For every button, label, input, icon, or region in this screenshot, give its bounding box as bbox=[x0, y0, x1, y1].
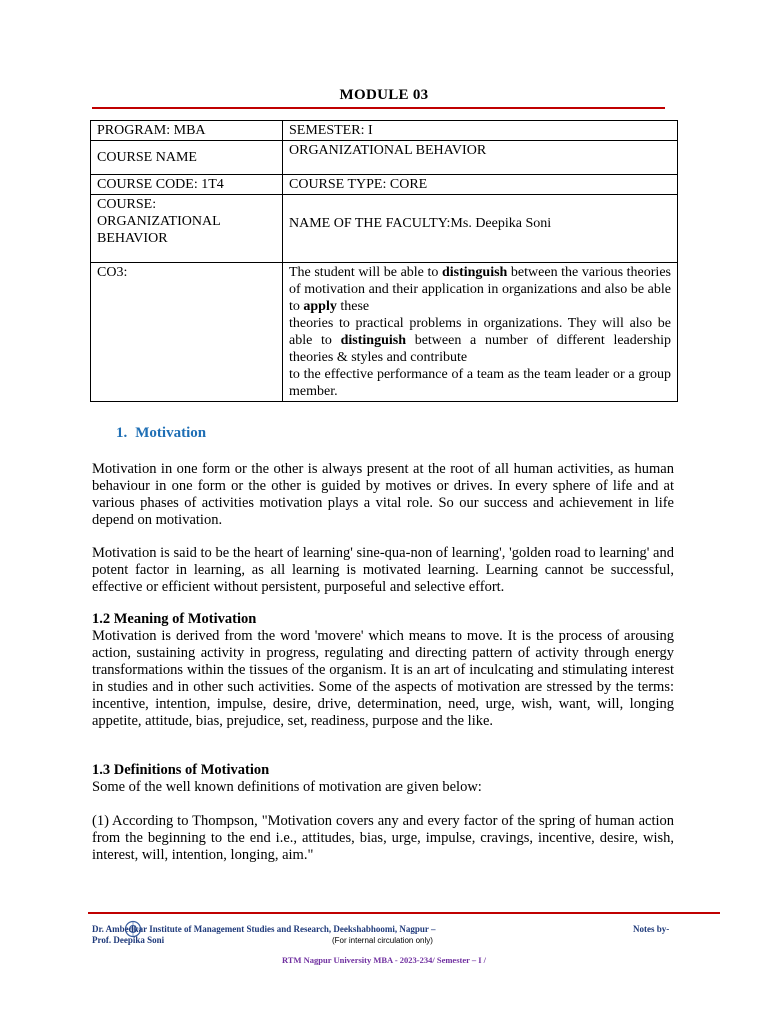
footer-author-line: Prof. Deepika Soni bbox=[92, 935, 165, 945]
paragraph-thompson: (1) According to Thompson, "Motivation covers any and every factor of the spring of human action from the beginning to the end i.e., attitudes, bias, urge, impulse, cravings, incentive, desire, wish, interest, will, intention, longing, aim." bbox=[92, 813, 674, 863]
footer-institute-line: Dr. Ambedkar Institute of Management Studies and Research, Deekshabhoomi, Nagpur – bbox=[92, 924, 436, 934]
footer-university: RTM Nagpur University MBA - 2023-234/ Semester – I / bbox=[281, 955, 487, 965]
co-text: to the effective performance of a team as the team leader or a group member. bbox=[289, 367, 671, 399]
subheading-meaning: 1.2 Meaning of Motivation bbox=[92, 611, 257, 627]
co-text: The student will be able to bbox=[289, 265, 442, 280]
footer-notes-by: Notes by- bbox=[633, 924, 670, 934]
paragraph-definitions-intro: Some of the well known definitions of motivation are given below: bbox=[92, 779, 482, 795]
course-code-cell: COURSE CODE: 1T4 bbox=[91, 175, 283, 195]
paragraph-intro: Motivation in one form or the other is always present at the root of all human activities, as human behaviour in one form or the other is guided by motives or drives. In every sphere of life and at various phases of activities motivation plays a vital role. So our success and achievement in life depend on motivation. bbox=[92, 461, 674, 528]
faculty-cell bbox=[283, 195, 678, 263]
table-row bbox=[91, 175, 678, 195]
top-divider bbox=[92, 107, 665, 109]
section-title: Motivation bbox=[135, 425, 207, 441]
course-line: BEHAVIOR bbox=[97, 231, 168, 246]
course-type-cell: COURSE TYPE: CORE bbox=[283, 175, 678, 195]
course-cell bbox=[91, 195, 283, 263]
course-name-label-cell: COURSE NAME bbox=[91, 141, 283, 175]
semester-cell: SEMESTER: I bbox=[283, 121, 678, 141]
course-info-table bbox=[90, 120, 678, 402]
program-cell: PROGRAM: MBA bbox=[91, 121, 283, 141]
footer-circulation: (For internal circulation only) bbox=[332, 936, 433, 945]
co-text: these bbox=[336, 299, 370, 314]
table-row bbox=[91, 263, 678, 402]
course-line: ORGANIZATIONAL bbox=[97, 214, 221, 229]
co-description-cell bbox=[283, 263, 678, 402]
section-number: 1. bbox=[116, 425, 128, 441]
co-bold: distinguish bbox=[441, 265, 508, 280]
table-row bbox=[91, 121, 678, 141]
paragraph-meaning: Motivation is derived from the word 'movere' which means to move. It is the process of arousing action, sustaining activity in progress, regulating and directing pattern of activity through energy transformations within the tissues of the organism. It is an art of inculcating and stimulating interest in studies and in other such activities. Some of the aspects of motivation are stressed by the terms: incentive, intention, impulse, desire, drive, determination, need, urge, wish, want, will, longing appetite, attitude, bias, prejudice, set, readiness, purpose and the like. bbox=[92, 628, 674, 729]
module-title: MODULE 03 bbox=[339, 87, 429, 103]
table-row bbox=[91, 195, 678, 263]
co-label-cell: CO3: bbox=[91, 263, 283, 402]
co-text: theories to practical problems in organizations. They will also be able to bbox=[289, 316, 671, 348]
footer-divider bbox=[88, 912, 720, 914]
faculty-text: NAME OF THE FACULTY:Ms. Deepika Soni bbox=[289, 216, 552, 231]
co-bold: distinguish bbox=[340, 333, 406, 348]
co-text: between a number of different leadership theories & styles and contribute bbox=[289, 333, 671, 365]
paragraph-heart-of-learning: Motivation is said to be the heart of learning' sine-qua-non of learning', 'golden road to learning' and potent factor in learning, as all learning is motivated learning. Learning cannot be successful, effective or efficient without persistent, purposeful and selective effort. bbox=[92, 545, 674, 595]
co-bold: apply bbox=[303, 299, 337, 314]
co-text: between the various theories of motivation and their application in organizations and also be able to bbox=[289, 265, 671, 314]
course-line: COURSE: bbox=[97, 197, 157, 212]
table-row bbox=[91, 141, 678, 175]
course-name-value-cell: ORGANIZATIONAL BEHAVIOR bbox=[283, 141, 678, 175]
subheading-definitions: 1.3 Definitions of Motivation bbox=[92, 762, 270, 778]
section-heading-motivation bbox=[116, 425, 206, 442]
